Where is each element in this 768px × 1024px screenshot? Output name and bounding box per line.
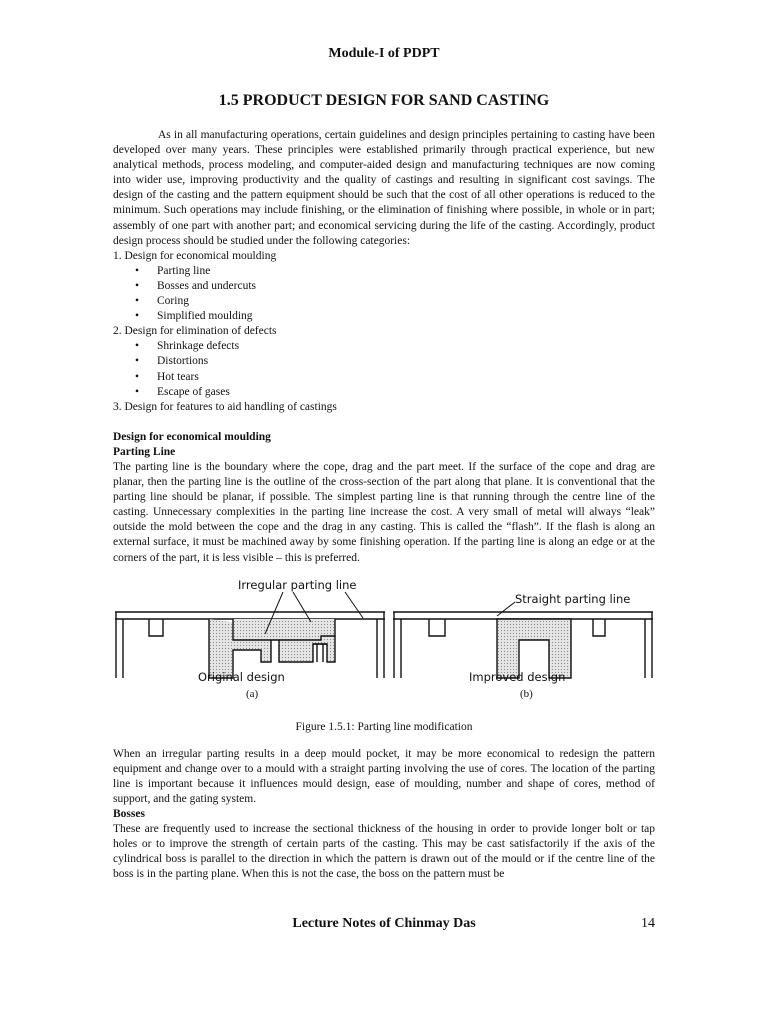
list-item: • Escape of gases [135,385,230,398]
page-body [113,128,655,883]
category-3: 3. Design for features to aid handling of castings [113,400,337,413]
intro-paragraph: As in all manufacturing operations, certain guidelines and design principles pertaining to casting have been developed over many years. These principles were established primarily through practical experience, but new analytical methods, process modeling, and computer-aided design and manufacturing techniques are now coming into wider use, improving productivity and the quality of castings and resulting in significant cost savings. The design of the casting and the pattern equipment should be such that the cost of all other operations is reduced to the minimum. Such operations may include finishing, or the elimination of finishing where possible, in whole or in part; assembly of one part with another part; and economical servicing during the life of the casting. Accordingly, product design process should be studied under the following categories: [113,129,655,247]
improved-design-label: Improved design [469,669,566,684]
irregular-parting-line-label: Irregular parting line [238,577,357,592]
original-design-drawing [115,612,385,678]
page-number: 14 [641,916,655,931]
parting-line-paragraph: The parting line is the boundary where the cope, drag and the part meet. If the surface of the cope and drag are planar, then the parting line is the outline of the cross-section of the part along that plane. It is conventional that the parting line should be planar, if possible. The simplest parting line is that running through the centre line of the casting. Unnecessary complexities in the parting line increase the cost. A very small of metal will always “leak” outside the mold between the cope and the drag in any casting. This is called the “flash”. If the flash is along an external surface, it must be machined away by some finishing operation. If the parting line is along an edge or at the corners of the part, it is less visible – this is preferred. [113,460,655,564]
footer-text: Lecture Notes of Chinmay Das [292,916,476,931]
list-item: • Simplified moulding [135,310,253,323]
original-design-label: Original design [198,669,285,684]
list-item: • Coring [135,295,189,308]
running-header: Module-I of PDPT [328,46,440,61]
improved-design-drawing [393,612,653,678]
list-item: • Hot tears [135,370,199,383]
category-label: 2. Design for elimination of defects [113,325,277,338]
bosses-paragraph: These are frequently used to increase the sectional thickness of the housing in order to provide longer bolt or tap holes or to improve the strength of certain parts of the casting. This may be cast satisfactorily if the axis of the cylindrical boss is parallel to the direction in which the pattern is drawn out of the mould or if the centre line of the boss is in the parting plane. When this is not the case, the boss on the pattern must be [113,823,655,881]
straight-line-arrow [497,602,515,616]
category-list [113,264,655,324]
straight-parting-line-label: Straight parting line [515,591,631,606]
list-item: • Bosses and undercuts [135,279,257,292]
page-title: 1.5 PRODUCT DESIGN FOR SAND CASTING [218,92,550,109]
list-item: • Distortions [135,355,209,368]
list-item: • Parting line [135,264,211,277]
parting-line-heading: Parting Line [113,445,176,458]
parting-line-figure [113,578,655,706]
category-1 [113,249,655,324]
section-heading: Design for economical moulding [113,430,271,443]
after-figure-paragraph: When an irregular parting results in a deep mould pocket, it may be more economical to redesign the pattern equipment and change over to a mould with a straight parting involving the use of cores. The location of the parting line is important because it influences mould design, ease of moulding, number and shape of cores, method of support, and the gating system. [113,747,655,805]
bosses-heading: Bosses [113,808,145,821]
list-item: • Shrinkage defects [135,340,240,353]
category-2 [113,324,655,399]
subfigure-a-label: (a) [246,687,259,700]
figure-caption: Figure 1.5.1: Parting line modification [295,720,473,733]
category-label: 1. Design for economical moulding [113,249,277,262]
category-list [113,339,655,399]
subfigure-b-label: (b) [520,687,533,700]
